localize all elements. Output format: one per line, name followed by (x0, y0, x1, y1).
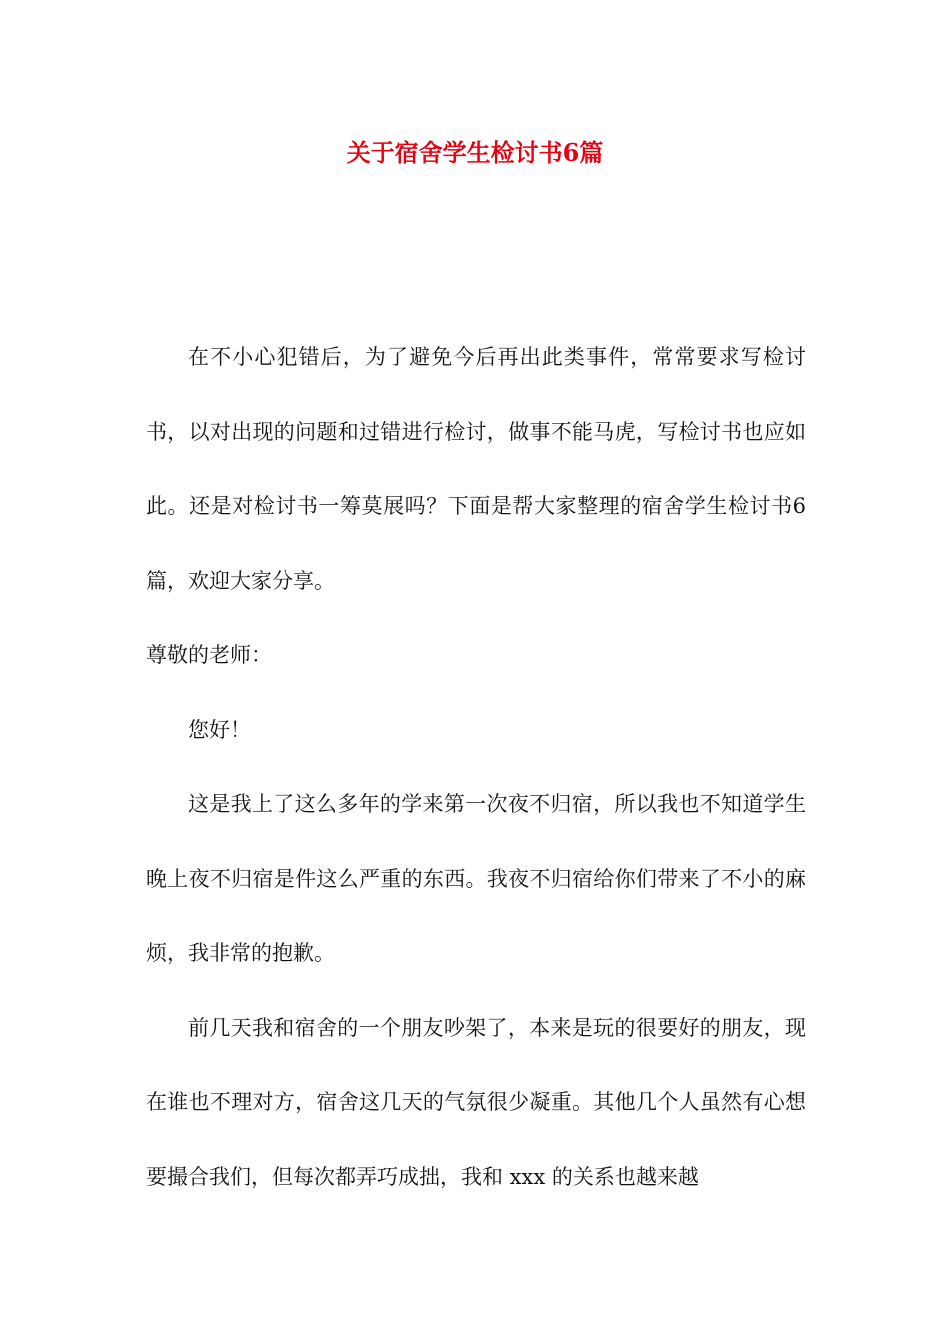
paragraph-apology: 这是我上了这么多年的学来第一次夜不归宿，所以我也不知道学生晚上夜不归宿是件这么严重的东西。我夜不归宿给你们带来了不小的麻烦，我非常的抱歉。 (146, 792, 806, 965)
document-body (146, 320, 806, 1214)
paragraph-greeting: 您好！ (188, 717, 251, 742)
paragraph-intro: 在不小心犯错后，为了避免今后再出此类事件，常常要求写检讨书，以对出现的问题和过错进行检讨，做事不能马虎，写检讨书也应如此。还是对检讨书一筹莫展吗？下面是帮大家整理的宿舍学生检讨书6篇，欢迎大家分享。 (146, 345, 806, 593)
paragraph-salutation: 尊敬的老师： (146, 643, 272, 667)
document-title: 关于宿舍学生检讨书6篇 (346, 138, 604, 167)
paragraph-reason: 前几天我和宿舍的一个朋友吵架了，本来是玩的很要好的朋友，现在谁也不理对方，宿舍这几天的气氛很少凝重。其他几个人虽然有心想要撮合我们，但每次都弄巧成拙，我和 xxx 的关系也越来越 (146, 1015, 806, 1189)
